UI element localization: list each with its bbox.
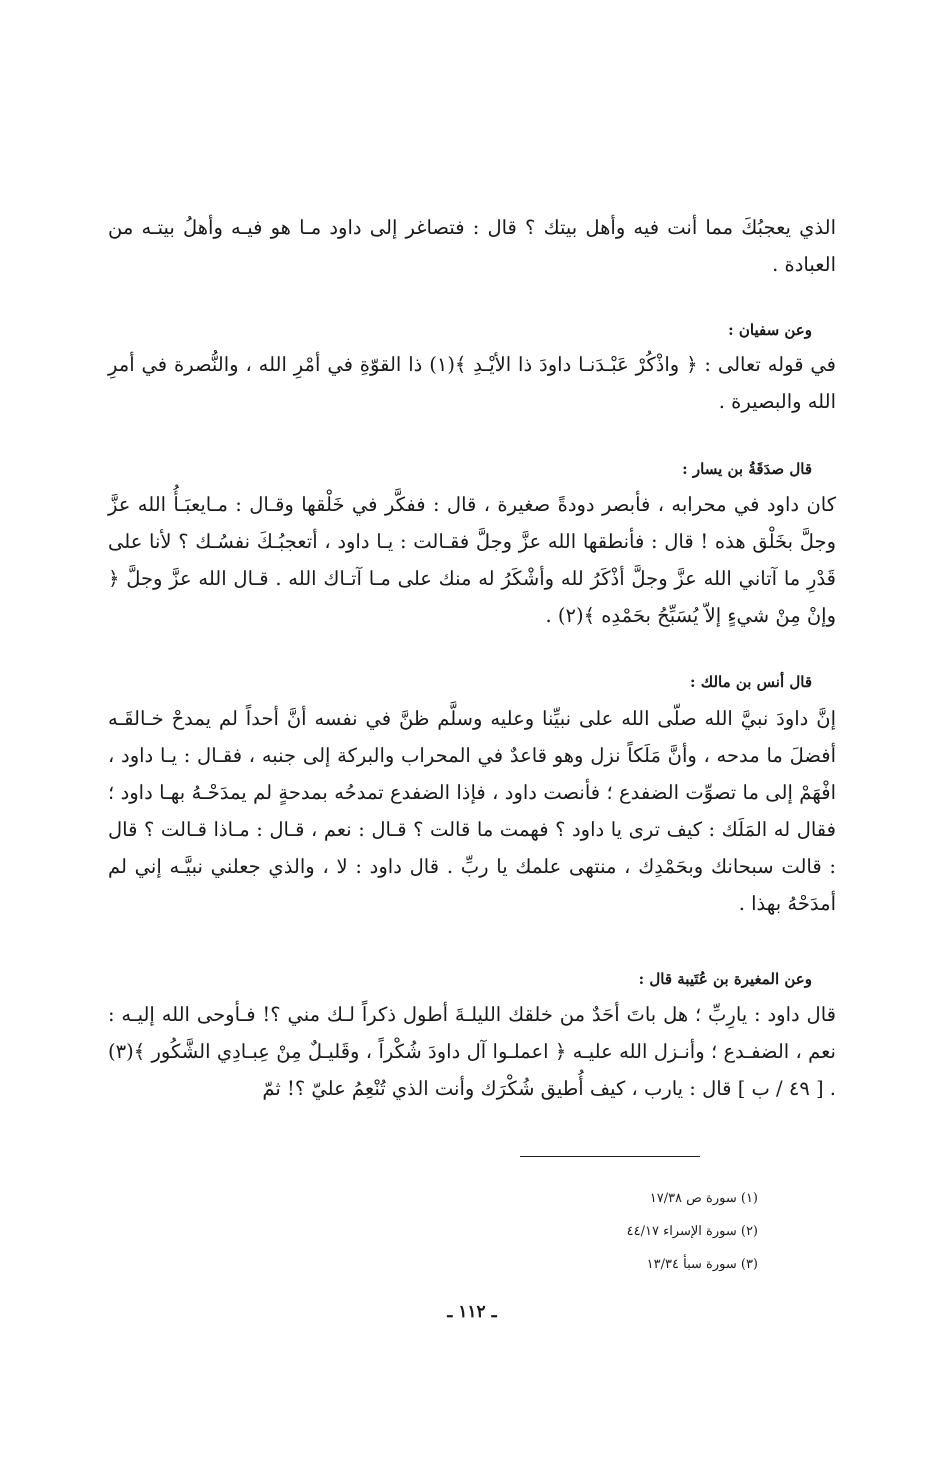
heading-sadaqa: قال صدَقَةُ بن يسار : (682, 460, 812, 478)
para-4: إنَّ داودَ نبيَّ الله صلّى الله على نبيِّنا وعليه وسلَّم ظنَّ في نفسه أنَّ أحداً لم يمدحْ خـالقَـه أفضلَ ما مدحه ، وأنَّ مَلَكاً نزل وهو قاعدٌ في المحراب والبركة إلى جنبه ، فقـال : يـا داود ، افْهَمْ إلى ما تصوِّت الضفدع ؛ فأنصت داود ، فإذا الضفدع تمدحُه بمدحةٍ لم يمدَحْـهُ بهـا داود ؛ فقال له المَلَك : كيف ترى يا داود ؟ فهمت ما قالت ؟ قـال : نعم ، قـال : مـاذا قـالت ؟ قال : قالت سبحانك وبحَمْدِك ، منتهى علمك يا ربِّ . قال داود : لا ، والذي جعلني نبيَّـه إني لم أمدَحْهُ بهذا . (108, 707, 836, 915)
footnote-separator (520, 1156, 700, 1157)
heading-anas: قال أنس بن مالك : (690, 673, 812, 691)
footnote-3: (٣) سورة سبأ ١٣/٣٤ (646, 1257, 758, 1272)
page-number: ـ ١١٢ ـ (447, 1302, 497, 1322)
footnote-1: (١) سورة ص ١٧/٣٨ (649, 1191, 758, 1206)
heading-mughira: وعن المغيرة بن عُتَيبة قال : (638, 970, 812, 988)
heading-sufyan: وعن سفيان : (728, 321, 812, 339)
para-3: كان داود في محرابه ، فأبصر دودةً صغيرة ، قال : ففكَّر في خَلْقها وقـال : مـايعبَـأُ الله عزَّ وجلَّ بخَلْق هذه ! قال : فأنطقها الله عزَّ وجلَّ فقـالت : يـا داود ، أتعجبُـكَ نفسُـك ؟ لأنا على قَدْرِ ما آتاني الله عزَّ وجلَّ أذْكَرُ لله وأشْكَرُ له منك على مـا آتـاك الله . قـال الله عزَّ وجلَّ ﴿ وإنْ مِنْ شيءٍ إلاّ يُسَبِّحُ بحَمْدِه ﴾(٢) . (108, 493, 836, 627)
footnotes (458, 1182, 758, 1281)
para-1: الذي يعجبُكَ مما أنت فيه وأهل بيتك ؟ قال : فتصاغر إلى داود مـا هو فيـه وأهلُ بيتـه من العبادة . (108, 216, 836, 276)
para-5: قال داود : يارِبِّ ؛ هل باتَ أحَدٌ من خلقك الليلـةَ أطول ذكراً لـك مني ؟! فـأوحى الله إليـه : نعم ، الضفـدع ؛ وأنـزل الله عليـه ﴿ اعملـوا آل داودَ شُكْراً ، وقَليـلٌ مِنْ عِبـادِي الشَّكُور ﴾(٣) . [ ٤٩ / ب ] قال : يارب ، كيف أُطيق شُكْرَك وأنت الذي تُنْعِمُ عليّ ؟! ثمّ (108, 1003, 836, 1100)
para-2: في قوله تعالى : ﴿ واذْكُرْ عَبْـدَنـا داودَ ذا الأيْـدِ ﴾(١) ذا القوّةِ في أمْرِ الله ، والنُّصرة في أمرِ الله والبصيرة . (108, 353, 836, 413)
footnote-2: (٢) سورة الإسراء ٤٤/١٧ (626, 1224, 758, 1239)
